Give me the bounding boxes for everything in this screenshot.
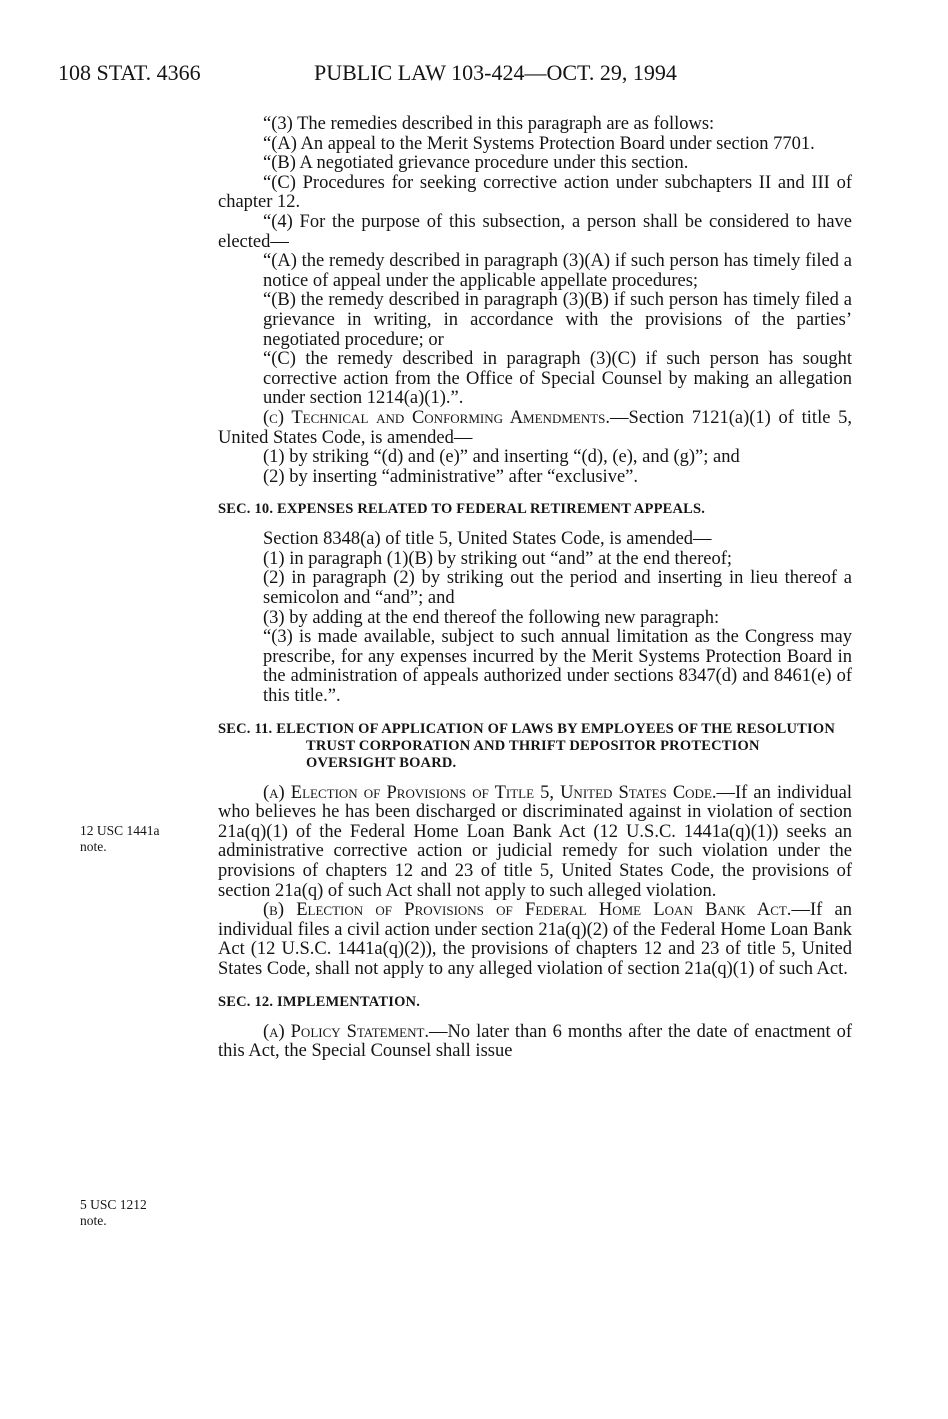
subsection-c-item-2: (2) by inserting “administrative” after “exclusive”. <box>263 466 638 487</box>
paragraph-4: “(4) For the purpose of this subsection, a person shall be considered to have elected— <box>218 211 852 252</box>
paragraph-4c: “(C) the remedy described in paragraph (3)(C) if such person has sought corrective action from the Office of Special Counsel by making an allegation under section 1214(a)(1).”. <box>263 349 852 409</box>
sec11-subsection-b-heading: (b) Election of Provisions of Federal Home Loan Bank Act. <box>263 900 792 921</box>
subsection-c-heading: (c) Technical and Conforming Amendments. <box>263 407 611 428</box>
subsection-c-item-1: (1) by striking “(d) and (e)” and inserting “(d), (e), and (g)”; and <box>263 447 740 468</box>
sec11-subsection-a-text: —If an individual who believes he has been discharged or discriminated against in violation of section 21a(q)(1) of the Federal Home Loan Bank Act (12 U.S.C. 1441a(q)(1)) seeks an administrative corrective action or judicial remedy for such violation under the provisions of chapters 12 and 23 of title 5, United States Code, the provisions of section 21a(q) of such Act shall not apply to such alleged violation. <box>218 782 852 901</box>
paragraph-3c: “(C) Procedures for seeking corrective action under subchapters II and III of chapter 12. <box>218 172 852 213</box>
sec10-heading: SEC. 10. EXPENSES RELATED TO FEDERAL RETIREMENT APPEALS. <box>218 501 706 518</box>
paragraph-3: “(3) The remedies described in this paragraph are as follows: <box>263 114 715 134</box>
subsection-c-text: —Section 7121(a)(1) of title 5, United States Code, is amended— <box>218 407 852 448</box>
sec11-subsection-a <box>218 784 852 902</box>
sec12-subsection-a-heading: (a) Policy Statement. <box>263 1021 430 1042</box>
sec12-subsection-a-text: —No later than 6 months after the date of enactment of this Act, the Special Counsel shall issue <box>218 1021 853 1062</box>
statute-page-reference: 108 STAT. 4366 <box>58 60 201 85</box>
margin-note-sec12: 5 USC 1212 note. <box>80 1197 147 1228</box>
margin-note-sec11: 12 USC 1441a note. <box>80 823 160 854</box>
sec12-subsection-a <box>218 1023 852 1062</box>
public-law-title: PUBLIC LAW 103-424—OCT. 29, 1994 <box>314 60 677 85</box>
paragraph-4b: “(B) the remedy described in paragraph (3)(B) if such person has timely filed a grievance in writing, in accordance with the provisions of the parties’ negotiated procedure; or <box>263 290 852 350</box>
subsection-c <box>218 409 852 448</box>
page-header <box>58 60 858 92</box>
sec11-heading: SEC. 11. ELECTION OF APPLICATION OF LAWS BY EMPLOYEES OF THE RESOLUTION TRUST CORPORATION AND THRIFT DEPOSITOR PROTECTION OVERSIGHT BOARD. <box>218 720 836 771</box>
sec10-intro: Section 8348(a) of title 5, United States Code, is amended— <box>263 529 712 550</box>
sec10-item-1: (1) in paragraph (1)(B) by striking out “and” at the end thereof; <box>263 548 733 569</box>
sec12-heading: SEC. 12. IMPLEMENTATION. <box>218 993 421 1010</box>
sec11-subsection-b <box>218 901 852 979</box>
document-body <box>218 115 852 1062</box>
sec10-quoted-paragraph: “(3) is made available, subject to such annual limitation as the Congress may prescribe, for any expenses incurred by the Merit Systems Protection Board in the administration of appeals authorized under sections 8347(d) and 8461(e) of this title.”. <box>263 627 852 707</box>
sec11-subsection-b-text: —If an individual files a civil action under section 21a(q)(2) of the Federal Home Loan Bank Act (12 U.S.C. 1441a(q)(2)), the provisions of chapters 12 and 23 of title 5, United States Code, shall not apply to any alleged violation of section 21a(q)(1) of such Act. <box>218 900 852 979</box>
sec10-item-3: (3) by adding at the end thereof the following new paragraph: <box>263 607 720 628</box>
paragraph-4a: “(A) the remedy described in paragraph (3)(A) if such person has timely filed a notice of appeal under the applicable appellate procedures; <box>263 251 852 291</box>
sec11-subsection-a-heading: (a) Election of Provisions of Title 5, United States Code. <box>263 782 717 803</box>
paragraph-3a: “(A) An appeal to the Merit Systems Protection Board under section 7701. <box>263 133 815 154</box>
sec10-item-2: (2) in paragraph (2) by striking out the period and inserting in lieu thereof a semicolon and “and”; and <box>263 568 852 609</box>
paragraph-3b: “(B) A negotiated grievance procedure under this section. <box>263 153 689 174</box>
